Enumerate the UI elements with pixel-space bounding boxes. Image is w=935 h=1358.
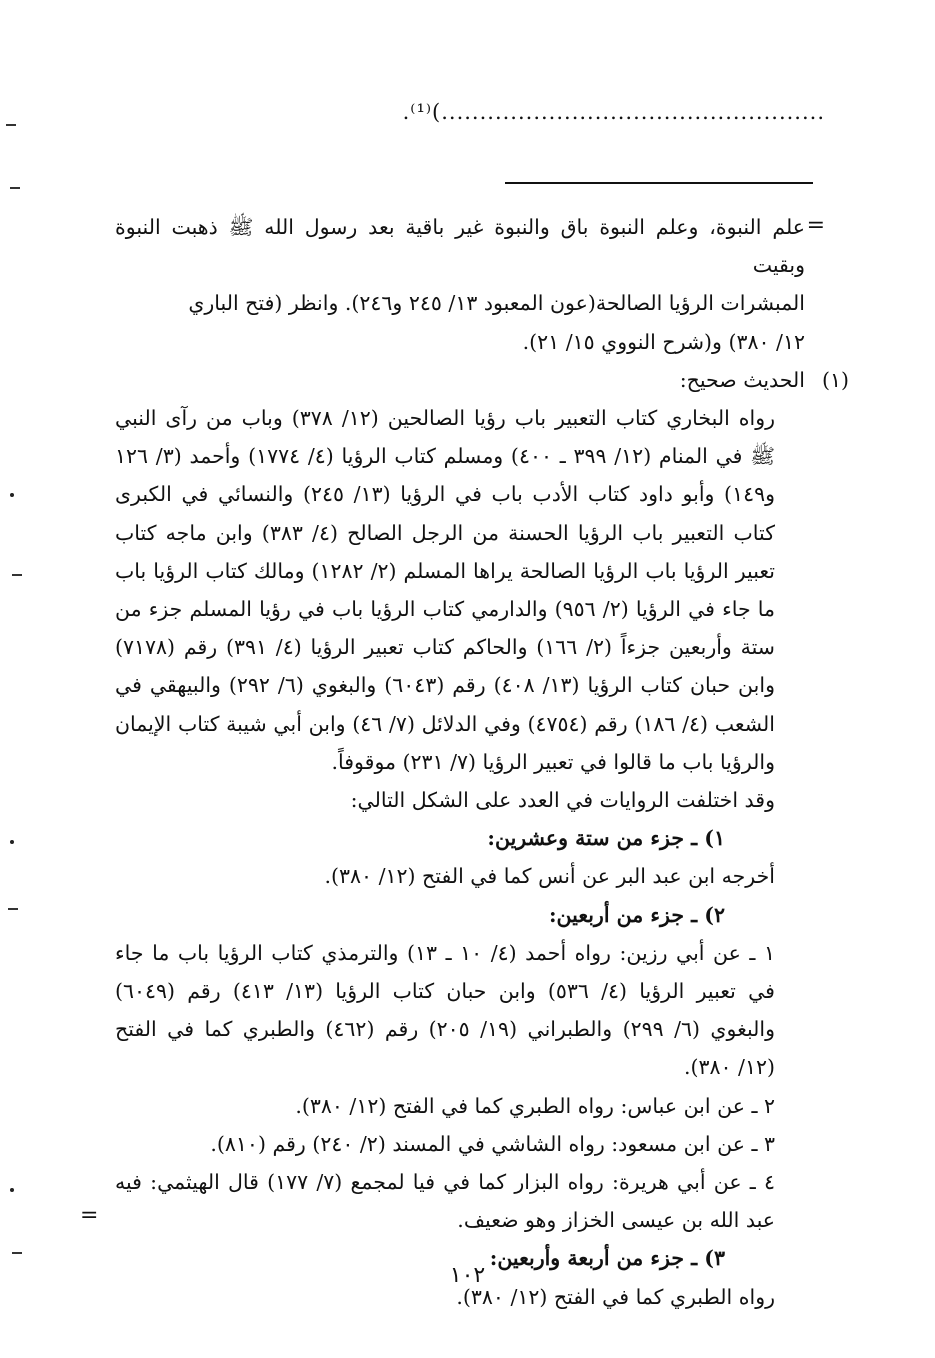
section-title: ٢) ـ جزء من أربعين: (548, 902, 725, 927)
footnote-continuation-line: المبشرات الرؤيا الصالحة(عون المعبود ١٣/ ٢٤٥ و٢٤٦). وانظر (فتح الباري (188, 291, 805, 316)
footnotes-body (115, 208, 849, 1316)
margin-scan-mark (12, 1252, 22, 1254)
footnote-separator-rule (505, 182, 813, 184)
margin-scan-mark (12, 574, 22, 576)
section-line: رواه الطبري كما في الفتح (١٢/ ٣٨٠). (456, 1284, 775, 1309)
section-title: ١) ـ جزء من ستة وعشرين: (487, 826, 725, 851)
footnote-number: (١) (821, 367, 849, 392)
section-title: ٣) ـ جزء من أربعة وأربعين: (489, 1246, 725, 1271)
variants-intro: وقد اختلفت الروايات في العدد على الشكل التالي: (350, 788, 775, 813)
footnote-heading: الحديث صحيح: (679, 367, 805, 392)
section-line: ٤ ـ عن أبي هريرة: رواه البزار كما في فيا لمجمع (٧/ ١٧٧) قال الهيثمي: فيه عبد الله بن عيسى الخزاز وهو ضعيف. (115, 1170, 775, 1233)
section-line: ١ ـ عن أبي رزين: رواه أحمد (٤/ ١٠ ـ ١٣) والترمذي كتاب الرؤيا باب ما جاء في تعبير الرؤيا (٤/ ٥٣٦) وابن حبان كتاب الرؤيا (١٣/ ٤١٣) رقم (٦٠٤٩) والبغوي (٦/ ٢٩٩) والطبراني (١٩/ ٢٠٥) رقم (٤٦٢) والطبري كما في الفتح (١٢/ ٣٨٠). (115, 940, 775, 1080)
footnote-continuation-line: ١٢/ ٣٨٠) و(شرح النووي ١٥/ ٢١). (522, 329, 805, 354)
section-line: ٢ ـ عن ابن عباس: رواه الطبري كما في الفتح (١٢/ ٣٨٠). (295, 1093, 775, 1118)
footnote-continues-marker: = (80, 1203, 99, 1228)
margin-scan-mark (10, 1188, 14, 1192)
page-number: ١٠٢ (449, 1263, 486, 1288)
footnote-1-paragraph: رواه البخاري كتاب التعبير باب رؤيا الصالحين (١٢/ ٣٧٨) وباب من رآى النبي ﷺ في المنام (١٢/ ٣٩٩ ـ ٤٠٠) ومسلم كتاب الرؤيا (٤/ ١٧٧٤) وأحمد (٣/ ١٢٦ و١٤٩) وأبو داود كتاب الأدب باب في الرؤيا (١٣/ ٢٤٥) والنسائي في الكبرى كتاب التعبير باب الرؤيا الحسنة من الرجل الصالح (٤/ ٣٨٣) وابن ماجه كتاب تعبير الرؤيا باب الرؤيا الصالحة يراها المسلم (٢/ ١٢٨٢) ومالك كتاب الرؤيا باب ما جاء في الرؤيا (٢/ ٩٥٦) والدارمي كتاب الرؤيا باب في رؤيا المسلم جزء من ستة وأربعين جزءاً (٢/ ١٦٦) والحاكم كتاب تعبير الرؤيا (٤/ ٣٩١) رقم (٧١٧٨) وابن حبان كتاب الرؤيا (١٣/ ٤٠٨) رقم (٦٠٤٣) والبغوي (٦/ ٢٩٢) والبيهقي في الشعب (٤/ ١٨٦) رقم (٤٧٥٤) وفي الدلائل (٧/ ٤٦) وابن أبي شيبة كتاب الإيمان والرؤيا باب ما قالوا في تعبير الرؤيا (٧/ ٢٣١) موقوفاً. (115, 406, 776, 774)
margin-scan-mark (10, 187, 20, 189)
section-line: ٣ ـ عن ابن مسعود: رواه الشاشي في المسند (٢/ ٢٤٠) رقم (٨١٠). (210, 1131, 775, 1156)
footnote-continuation-marker: = (806, 213, 825, 238)
dotted-continuation-line: ..................................................)⁽¹⁾. (402, 100, 825, 124)
footnote-continuation-line: علم النبوة، وعلم النبوة باق والنبوة غير باقية بعد رسول الله ﷺ ذهبت النبوة وبقيت (115, 215, 805, 278)
margin-scan-mark (8, 908, 18, 910)
footnote-1-heading-line (115, 361, 849, 399)
margin-scan-mark (6, 124, 16, 126)
margin-scan-mark (10, 840, 14, 844)
section-line: أخرجه ابن عبد البر عن أنس كما في الفتح (١٢/ ٣٨٠). (324, 864, 775, 889)
margin-scan-mark (10, 493, 14, 497)
